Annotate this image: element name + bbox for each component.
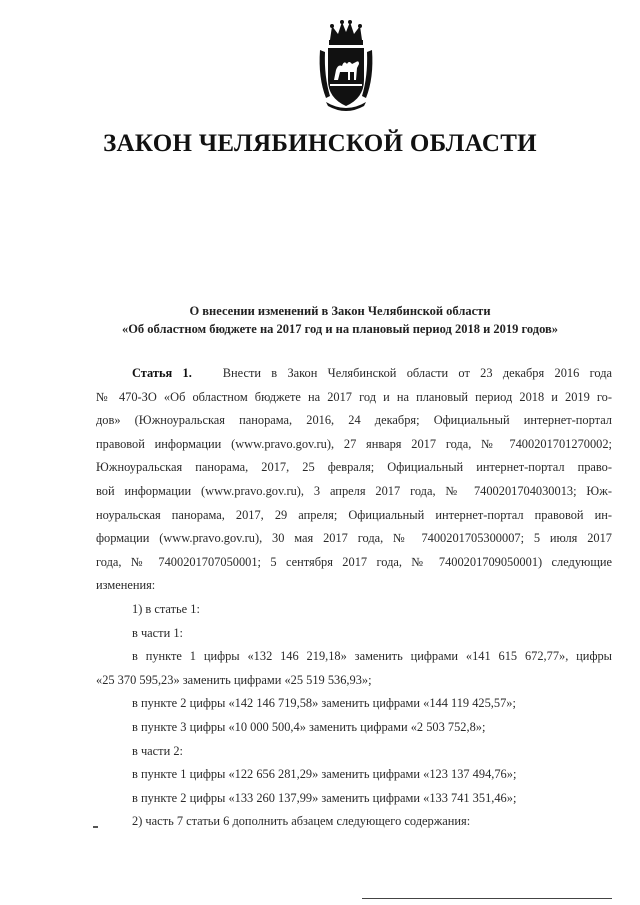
scan-mark xyxy=(93,826,98,828)
subtitle-line: «Об областном бюджете на 2017 год и на плановый период 2018 и 2019 годов» xyxy=(121,322,559,336)
amendment-items xyxy=(96,598,612,834)
article-line: формации (www.pravo.gov.ru), 30 мая 2017 года, № 7400201705300007; 5 июля 2017 xyxy=(96,531,612,546)
amendment-item: «25 370 595,23» заменить цифрами «25 519 536,93»; xyxy=(96,672,372,687)
amendment-item: в части 1: xyxy=(132,625,183,640)
page-bottom-rule xyxy=(362,898,612,899)
law-title: ЗАКОН ЧЕЛЯБИНСКОЙ ОБЛАСТИ xyxy=(103,130,537,157)
article-label: Статья 1. xyxy=(132,366,192,380)
article-first-line-text: Внести в Закон Челябинской области от 23 декабря 2016 года xyxy=(222,366,612,380)
article-line: изменения: xyxy=(96,578,156,593)
amendment-item: в пункте 2 цифры «133 260 137,99» заменить цифрами «133 741 351,46»; xyxy=(132,790,517,805)
article-body xyxy=(96,362,612,834)
article-first-line xyxy=(96,362,612,386)
article-line: дов» (Южноуральская панорама, 2016, 24 декабря; Официальный интернет-портал xyxy=(96,413,612,428)
chelyabinsk-coat-of-arms-icon xyxy=(316,18,376,114)
amendment-item: в пункте 1 цифры «132 146 219,18» заменить цифрами «141 615 672,77», цифры xyxy=(132,649,612,664)
subtitle-line: О внесении изменений в Закон Челябинской области xyxy=(189,304,491,318)
amendment-item: 1) в статье 1: xyxy=(132,601,200,616)
article-line: правовой информации (www.pravo.gov.ru), 27 января 2017 года, № 7400201701270002; xyxy=(96,436,612,451)
law-subtitle xyxy=(60,302,620,338)
amendment-item: в пункте 2 цифры «142 146 719,58» заменить цифрами «144 119 425,57»; xyxy=(132,696,516,711)
article-line: вой информации (www.pravo.gov.ru), 3 апреля 2017 года, № 7400201704030013; Юж- xyxy=(96,483,612,498)
article-line: ноуральская панорама, 2017, 29 апреля; Официальный интернет-портал правовой ин- xyxy=(96,507,612,522)
article-line: Южноуральская панорама, 2017, 25 февраля; Официальный интернет-портал право- xyxy=(96,460,612,475)
amendment-item: в пункте 3 цифры «10 000 500,4» заменить цифрами «2 503 752,8»; xyxy=(132,719,486,734)
article-line: № 470-ЗО «Об областном бюджете на 2017 год и на плановый период 2018 и 2019 го- xyxy=(96,389,612,404)
amendment-item: в части 2: xyxy=(132,743,183,758)
amendment-item: 2) часть 7 статьи 6 дополнить абзацем следующего содержания: xyxy=(132,814,471,829)
article-line: года, № 7400201707050001; 5 сентября 2017 года, № 7400201709050001) следующие xyxy=(96,554,612,569)
amendment-item: в пункте 1 цифры «122 656 281,29» заменить цифрами «123 137 494,76»; xyxy=(132,767,517,782)
